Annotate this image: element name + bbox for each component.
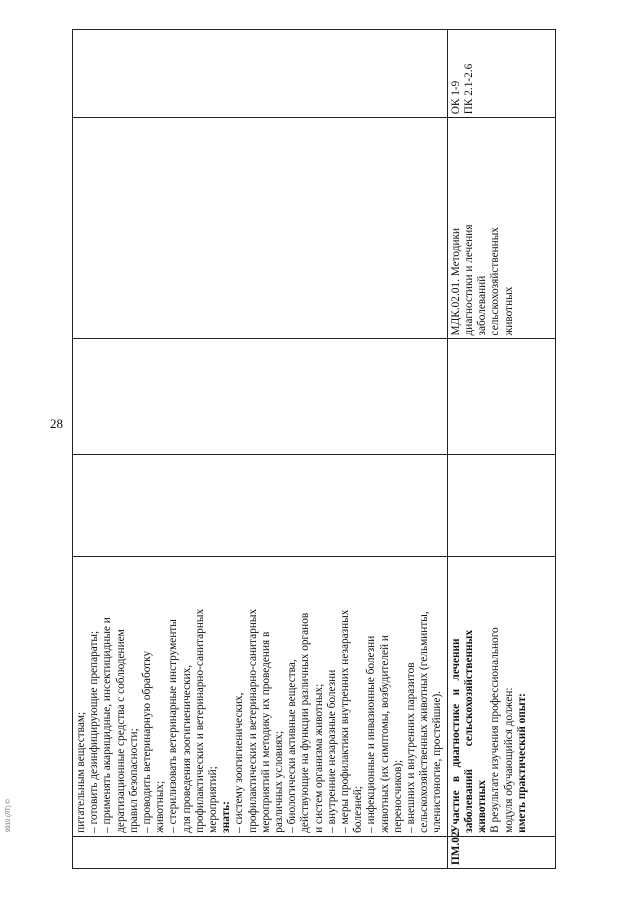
mdk-line: диагностики и лечения xyxy=(462,224,475,336)
text-line: правил безопасности; xyxy=(127,728,140,833)
text-line: – готовить дезинфицирующие препараты; xyxy=(88,630,101,833)
competencies-cell xyxy=(73,30,448,118)
skills-knowledge-cell xyxy=(73,557,448,836)
section-heading-know: знать: xyxy=(220,801,233,833)
text-line: – проводить ветеринарную обработку xyxy=(141,650,154,833)
document-stamp: 9910 (ЛТ) © xyxy=(6,799,12,832)
curriculum-table xyxy=(72,29,556,869)
empty-cell xyxy=(73,339,448,454)
module-title-line: заболеваний сельскохозяйственных xyxy=(462,629,475,833)
text-line: – внешних и внутренних паразитов xyxy=(405,662,418,833)
text-line: – внутренние незаразные болезни xyxy=(325,669,338,833)
empty-cell xyxy=(73,454,448,557)
text-line: животных (их симптомы, возбудителей и xyxy=(378,635,391,833)
module-title-line: животных xyxy=(476,780,489,833)
empty-cell xyxy=(447,339,555,454)
table-row xyxy=(447,30,555,869)
table-row xyxy=(73,30,448,869)
text-line: переносчиков); xyxy=(391,759,404,833)
text-line: и систем организма животных; xyxy=(312,683,325,833)
mdk-line: заболеваний xyxy=(476,275,489,336)
mdk-line: животных xyxy=(502,286,515,336)
text-line: модуля обучающийся должен: xyxy=(502,687,515,833)
text-line: членистоногие, простейшие). xyxy=(431,690,444,833)
text-line: животных; xyxy=(154,780,167,833)
text-line: профилактических и ветеринарно-санитарных xyxy=(246,608,259,833)
text-line: для проведения зоогигиенических, xyxy=(180,664,193,833)
text-line: – стерилизовать ветеринарные инструменты xyxy=(167,619,180,833)
page-number: 28 xyxy=(50,416,63,431)
module-code-cell xyxy=(73,836,448,868)
mdk-line: сельскохозяйственных xyxy=(489,227,502,336)
mdk-line: МДК.02.01. Методики xyxy=(449,227,462,336)
rotated-table-wrapper xyxy=(72,29,534,869)
competency-line: ОК 1-9 xyxy=(449,80,462,115)
text-line: болезней; xyxy=(352,786,365,833)
empty-cell xyxy=(447,454,555,557)
text-line: – меры профилактики внутренних незаразных xyxy=(339,609,352,833)
text-line: – биологически активные вещества, xyxy=(286,659,299,833)
text-line: действующие на функции различных органов xyxy=(299,612,312,833)
text-line: мероприятий; xyxy=(207,766,220,833)
mdk-cell xyxy=(447,118,555,339)
module-description-cell xyxy=(447,557,555,836)
text-line: мероприятий и методику их проведения в xyxy=(259,631,272,833)
text-line: – применять акарицидные, инсектицидные и xyxy=(101,617,114,833)
competency-line: ПК 2.1-2.6 xyxy=(462,63,475,115)
module-title-line: Участие в диагностике и лечении xyxy=(449,638,462,833)
text-line: – инфекционные и инвазионные болезни xyxy=(365,635,378,833)
competencies-cell xyxy=(447,30,555,118)
text-line: питательным веществам; xyxy=(75,711,87,833)
mdk-cell xyxy=(73,118,448,339)
text-line: профилактических и ветеринарно-санитарных xyxy=(193,608,206,833)
text-line: сельскохозяйственных животных (гельминты, xyxy=(418,611,431,833)
text-line: В результате изучения профессионального xyxy=(489,627,502,833)
text-line: дератизационные средства с соблюдением xyxy=(114,629,127,833)
text-line: различных условиях; xyxy=(273,730,286,833)
section-heading-experience: иметь практический опыт: xyxy=(515,693,528,833)
text-line: – систему зоогигиенических, xyxy=(233,692,246,833)
module-code-cell: ПМ.02 xyxy=(447,836,555,868)
